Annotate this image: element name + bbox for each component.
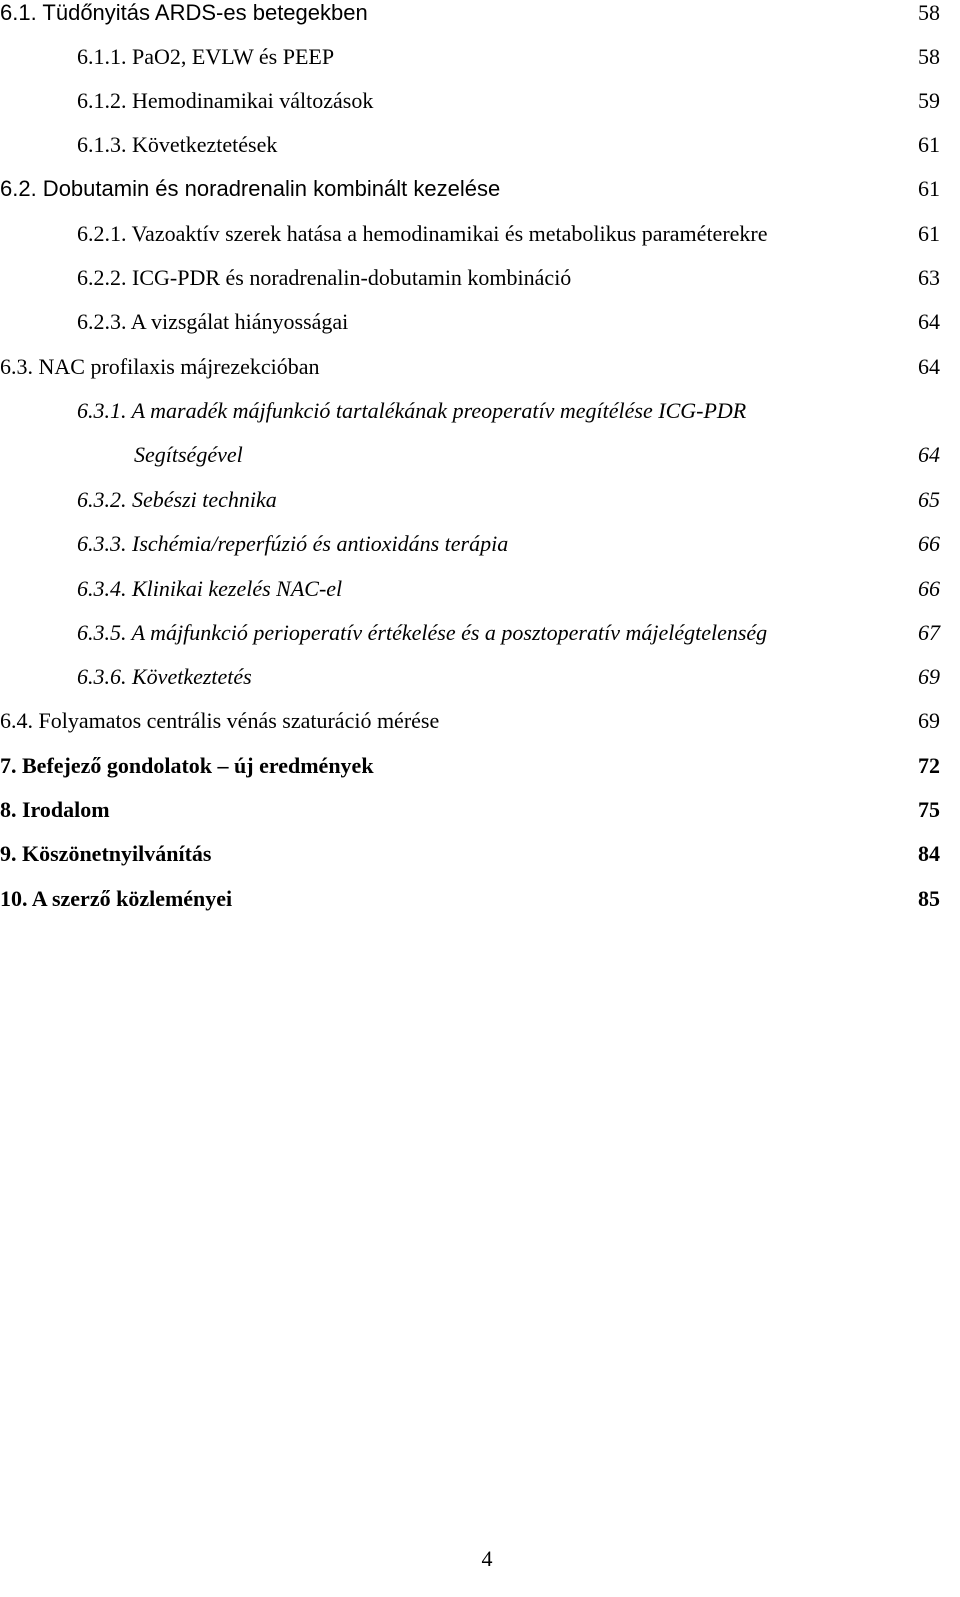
toc-entry-label: 6.2.2. ICG-PDR és noradrenalin-dobutamin kombináció [77,265,572,290]
toc-entry-label: 10. A szerző közleményei [0,886,233,911]
toc-entry-label: 6.1. Tüdőnyitás ARDS-es betegekben [0,0,368,25]
toc-entry [0,354,960,394]
toc-entry-page: 64 [918,354,940,379]
toc-entry [0,398,960,438]
toc-entry-page: 61 [918,132,940,157]
toc-entry-page: 59 [918,88,940,113]
toc-entry-label: 9. Köszönetnyilvánítás [0,841,212,866]
toc-entry [0,132,960,172]
toc-entry-label: 7. Befejező gondolatok – új eredmények [0,753,374,778]
toc-entry-page: 65 [918,487,940,512]
toc-entry-label: 6.3.3. Ischémia/reperfúzió és antioxidáns terápia [77,531,509,556]
toc-entry [0,753,960,793]
toc-entry [0,88,960,128]
toc-entry-page: 63 [918,265,940,290]
toc-entry [0,487,960,527]
toc-entry-page: 64 [918,309,940,334]
toc-entry-label: 6.1.2. Hemodinamikai változások [77,88,374,113]
toc-entry-page: 61 [918,221,940,246]
toc-entry-page: 75 [918,797,940,822]
toc-entry-label: 6.2.1. Vazoaktív szerek hatása a hemodinamikai és metabolikus paraméterekre [77,221,768,246]
toc-entry-label: 6.3.2. Sebészi technika [77,487,277,512]
toc-entry [0,708,960,748]
toc-entry-label: 6.3.4. Klinikai kezelés NAC-el [77,576,343,601]
toc-entry-page: 84 [918,841,940,866]
toc-entry-page: 72 [918,753,940,778]
toc-entry [0,221,960,261]
toc-entry [0,886,960,926]
toc-entry [0,0,960,40]
toc-entry [0,265,960,305]
toc-entry-label: 6.3.6. Következtetés [77,664,252,689]
toc-entry [0,841,960,881]
toc-entry [0,797,960,837]
toc-entry [0,309,960,349]
toc-entry-page: 66 [918,576,940,601]
toc-entry-label: 6.3. NAC profilaxis májrezekcióban [0,354,320,379]
toc-entry-page: 69 [918,664,940,689]
toc-entry-label: Segítségével [134,442,243,467]
toc-entry-label: 6.1.3. Következtetések [77,132,278,157]
toc-entry [0,442,960,482]
toc-entry-label: 6.2. Dobutamin és noradrenalin kombinált kezelése [0,176,501,201]
toc-entry [0,664,960,704]
toc-entry-page: 58 [918,0,940,25]
toc-entry-page: 85 [918,886,940,911]
toc-entry-label: 6.4. Folyamatos centrális vénás szaturáció mérése [0,708,440,733]
toc-entry-page: 66 [918,531,940,556]
toc-entry [0,620,960,660]
toc-entry-page: 61 [918,176,940,201]
toc-entry-page: 67 [918,620,940,645]
toc-entry-label: 6.2.3. A vizsgálat hiányosságai [77,309,349,334]
toc-entry [0,176,960,216]
toc-entry-label: 6.3.1. A maradék májfunkció tartalékának preoperatív megítélése ICG-PDR [77,398,747,423]
toc-entry-label: 8. Irodalom [0,797,110,822]
toc-entry-label: 6.3.5. A májfunkció perioperatív értékelése és a posztoperatív májelégtelenség [77,620,768,645]
toc-entry-page: 69 [918,708,940,733]
toc-entry-label: 6.1.1. PaO2, EVLW és PEEP [77,44,335,69]
toc-entry [0,576,960,616]
page-number: 4 [481,1546,493,1571]
toc-entry [0,531,960,571]
toc-entry-page: 58 [918,44,940,69]
toc-entry [0,44,960,84]
toc-entry-page: 64 [918,442,940,467]
